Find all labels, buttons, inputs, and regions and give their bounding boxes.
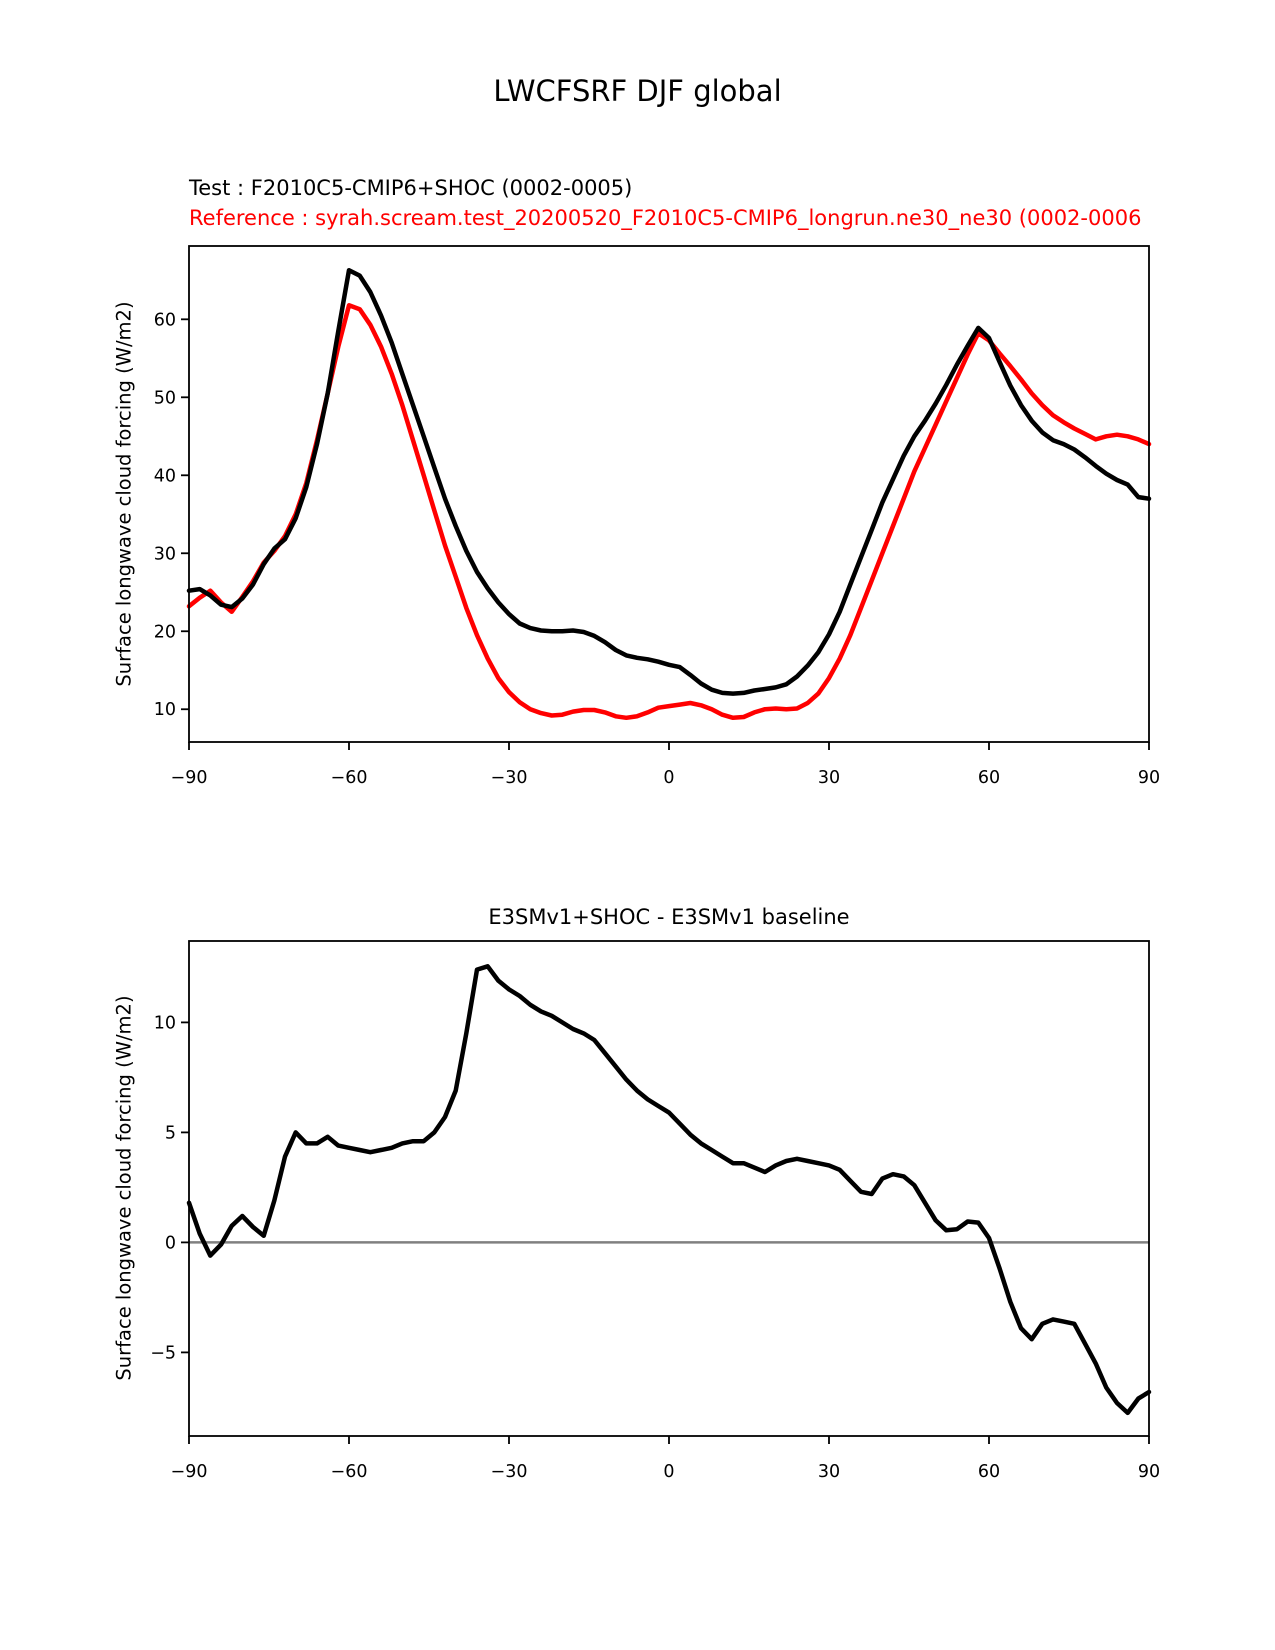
bottom-y-axis-label: Surface longwave cloud forcing (W/m2) [112, 995, 136, 1381]
bottom-y-tick-label: 0 [164, 1233, 176, 1254]
bottom-x-tick-label: −60 [330, 1461, 368, 1482]
top-x-tick-label: 30 [817, 767, 841, 788]
top-x-tick-label: 90 [1137, 767, 1161, 788]
top-y-axis-label: Surface longwave cloud forcing (W/m2) [112, 301, 136, 687]
top-y-tick-label: 20 [153, 622, 176, 643]
bottom-x-tick-label: −30 [490, 1461, 528, 1482]
top-series-test [189, 270, 1149, 693]
top-x-tick-label: 0 [663, 767, 675, 788]
test-series-label: Test : F2010C5-CMIP6+SHOC (0002-0005) [189, 176, 633, 200]
bottom-x-tick-label: 0 [663, 1461, 675, 1482]
bottom-y-tick-label: 10 [153, 1013, 176, 1034]
bottom-chart-frame [189, 941, 1149, 1436]
top-x-tick-label: −30 [490, 767, 528, 788]
bottom-x-tick-label: 90 [1137, 1461, 1161, 1482]
bottom-series-e3smv1-shoc-e3smv1-baseline [189, 966, 1149, 1413]
bottom-x-tick-label: −90 [170, 1461, 208, 1482]
bottom-y-tick-label: −5 [150, 1343, 176, 1364]
top-y-tick-label: 40 [153, 466, 176, 487]
figure-title: LWCFSRF DJF global [493, 74, 782, 108]
bottom-x-tick-label: 30 [817, 1461, 841, 1482]
top-chart-frame [189, 246, 1149, 742]
bottom-chart-title: E3SMv1+SHOC - E3SMv1 baseline [488, 905, 850, 929]
reference-series-label: Reference : syrah.scream.test_20200520_F2010C5-CMIP6_longrun.ne30_ne30 (0002-0006 [189, 206, 1142, 230]
bottom-x-tick-label: 60 [977, 1461, 1001, 1482]
top-x-tick-label: −60 [330, 767, 368, 788]
bottom-y-tick-label: 5 [164, 1123, 176, 1144]
top-x-tick-label: 60 [977, 767, 1001, 788]
top-x-tick-label: −90 [170, 767, 208, 788]
top-y-tick-label: 10 [153, 700, 176, 721]
top-y-tick-label: 50 [153, 388, 176, 409]
top-y-tick-label: 60 [153, 310, 176, 331]
top-y-tick-label: 30 [153, 544, 176, 565]
